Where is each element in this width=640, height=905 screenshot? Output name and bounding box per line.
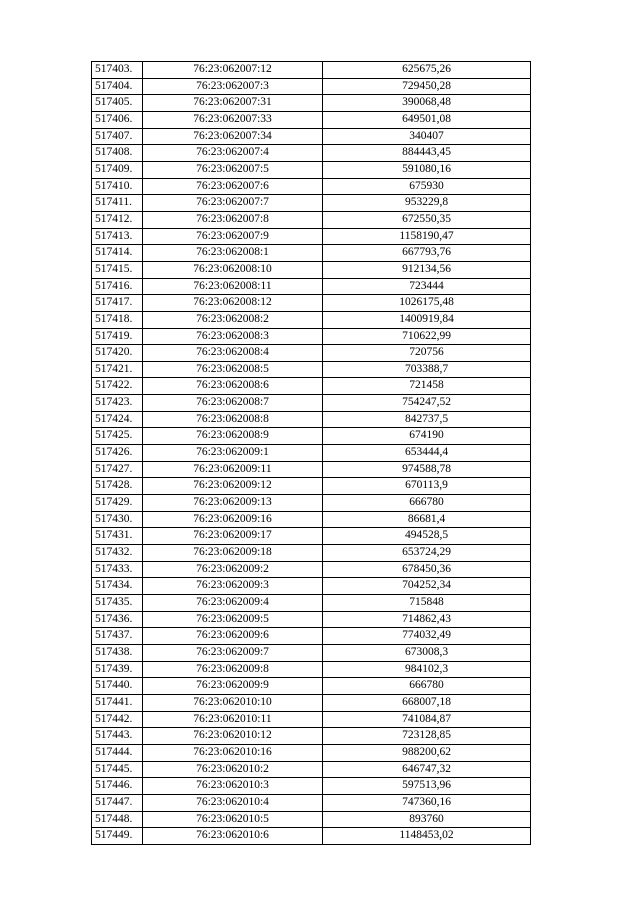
cadastral-number-cell: 76:23:062009:3 (143, 578, 323, 595)
table-row (92, 828, 531, 845)
cadastral-value-cell: 714862,43 (323, 611, 531, 628)
table-row (92, 728, 531, 745)
table-row (92, 428, 531, 445)
cadastral-number-cell: 76:23:062007:3 (143, 78, 323, 95)
cadastral-number-cell: 76:23:062010:2 (143, 761, 323, 778)
cadastral-value-cell: 741084,87 (323, 711, 531, 728)
table-row (92, 611, 531, 628)
table-row (92, 461, 531, 478)
cadastral-number-cell: 76:23:062009:13 (143, 495, 323, 512)
table-row (92, 78, 531, 95)
row-number-cell: 517424. (92, 411, 143, 428)
cadastral-number-cell: 76:23:062008:8 (143, 411, 323, 428)
table-row (92, 794, 531, 811)
cadastral-value-cell: 720756 (323, 345, 531, 362)
cadastral-value-cell: 666780 (323, 495, 531, 512)
cadastral-value-cell: 678450,36 (323, 561, 531, 578)
table-row (92, 345, 531, 362)
row-number-cell: 517423. (92, 395, 143, 412)
table-body (92, 62, 531, 845)
table-row (92, 328, 531, 345)
table-row (92, 128, 531, 145)
cadastral-number-cell: 76:23:062008:6 (143, 378, 323, 395)
table-row (92, 411, 531, 428)
cadastral-number-cell: 76:23:062009:4 (143, 595, 323, 612)
table-row (92, 261, 531, 278)
row-number-cell: 517440. (92, 678, 143, 695)
table-row (92, 495, 531, 512)
table-row (92, 694, 531, 711)
cadastral-value-cell: 988200,62 (323, 744, 531, 761)
cadastral-number-cell: 76:23:062008:11 (143, 278, 323, 295)
cadastral-value-cell: 842737,5 (323, 411, 531, 428)
table-row (92, 445, 531, 462)
cadastral-value-cell: 723444 (323, 278, 531, 295)
row-number-cell: 517437. (92, 628, 143, 645)
table-row (92, 478, 531, 495)
cadastral-number-cell: 76:23:062007:4 (143, 145, 323, 162)
cadastral-number-cell: 76:23:062008:2 (143, 311, 323, 328)
cadastral-number-cell: 76:23:062007:9 (143, 228, 323, 245)
row-number-cell: 517435. (92, 595, 143, 612)
cadastral-number-cell: 76:23:062008:3 (143, 328, 323, 345)
table-row (92, 195, 531, 212)
table-row (92, 811, 531, 828)
table-row (92, 744, 531, 761)
cadastral-number-cell: 76:23:062010:4 (143, 794, 323, 811)
cadastral-value-cell: 667793,76 (323, 245, 531, 262)
cadastral-number-cell: 76:23:062007:33 (143, 111, 323, 128)
cadastral-number-cell: 76:23:062008:5 (143, 361, 323, 378)
table-row (92, 595, 531, 612)
cadastral-number-cell: 76:23:062008:10 (143, 261, 323, 278)
table-row (92, 278, 531, 295)
cadastral-value-cell: 747360,16 (323, 794, 531, 811)
cadastral-value-cell: 754247,52 (323, 395, 531, 412)
cadastral-value-cell: 704252,34 (323, 578, 531, 595)
cadastral-value-cell: 1400919,84 (323, 311, 531, 328)
row-number-cell: 517411. (92, 195, 143, 212)
cadastral-number-cell: 76:23:062008:9 (143, 428, 323, 445)
cadastral-value-cell: 984102,3 (323, 661, 531, 678)
row-number-cell: 517438. (92, 644, 143, 661)
row-number-cell: 517407. (92, 128, 143, 145)
row-number-cell: 517433. (92, 561, 143, 578)
table-row (92, 661, 531, 678)
cadastral-value-cell: 715848 (323, 595, 531, 612)
row-number-cell: 517431. (92, 528, 143, 545)
cadastral-number-cell: 76:23:062007:34 (143, 128, 323, 145)
cadastral-value-table (91, 61, 531, 845)
cadastral-value-cell: 675930 (323, 178, 531, 195)
table-row (92, 378, 531, 395)
table-row (92, 161, 531, 178)
cadastral-value-cell: 653724,29 (323, 545, 531, 562)
cadastral-number-cell: 76:23:062010:3 (143, 778, 323, 795)
table-row (92, 311, 531, 328)
table-row (92, 511, 531, 528)
row-number-cell: 517416. (92, 278, 143, 295)
cadastral-value-cell: 591080,16 (323, 161, 531, 178)
cadastral-number-cell: 76:23:062007:12 (143, 62, 323, 79)
table-row (92, 361, 531, 378)
table-row (92, 628, 531, 645)
cadastral-value-cell: 340407 (323, 128, 531, 145)
cadastral-number-cell: 76:23:062009:11 (143, 461, 323, 478)
cadastral-number-cell: 76:23:062010:16 (143, 744, 323, 761)
cadastral-number-cell: 76:23:062008:1 (143, 245, 323, 262)
cadastral-value-cell: 1148453,02 (323, 828, 531, 845)
cadastral-value-cell: 893760 (323, 811, 531, 828)
table-row (92, 211, 531, 228)
cadastral-number-cell: 76:23:062009:17 (143, 528, 323, 545)
row-number-cell: 517430. (92, 511, 143, 528)
row-number-cell: 517418. (92, 311, 143, 328)
row-number-cell: 517410. (92, 178, 143, 195)
cadastral-value-cell: 625675,26 (323, 62, 531, 79)
row-number-cell: 517443. (92, 728, 143, 745)
cadastral-number-cell: 76:23:062009:8 (143, 661, 323, 678)
row-number-cell: 517436. (92, 611, 143, 628)
cadastral-number-cell: 76:23:062009:7 (143, 644, 323, 661)
row-number-cell: 517446. (92, 778, 143, 795)
row-number-cell: 517406. (92, 111, 143, 128)
row-number-cell: 517422. (92, 378, 143, 395)
table-row (92, 395, 531, 412)
cadastral-number-cell: 76:23:062009:5 (143, 611, 323, 628)
row-number-cell: 517417. (92, 295, 143, 312)
cadastral-number-cell: 76:23:062008:4 (143, 345, 323, 362)
row-number-cell: 517404. (92, 78, 143, 95)
table-row (92, 295, 531, 312)
row-number-cell: 517421. (92, 361, 143, 378)
cadastral-value-cell: 668007,18 (323, 694, 531, 711)
row-number-cell: 517441. (92, 694, 143, 711)
row-number-cell: 517425. (92, 428, 143, 445)
cadastral-number-cell: 76:23:062007:8 (143, 211, 323, 228)
cadastral-number-cell: 76:23:062009:1 (143, 445, 323, 462)
table-row (92, 145, 531, 162)
cadastral-number-cell: 76:23:062010:10 (143, 694, 323, 711)
cadastral-number-cell: 76:23:062010:12 (143, 728, 323, 745)
table-row (92, 178, 531, 195)
cadastral-value-cell: 390068,48 (323, 95, 531, 112)
row-number-cell: 517426. (92, 445, 143, 462)
cadastral-number-cell: 76:23:062009:9 (143, 678, 323, 695)
row-number-cell: 517413. (92, 228, 143, 245)
table-row (92, 545, 531, 562)
table-row (92, 761, 531, 778)
row-number-cell: 517432. (92, 545, 143, 562)
table-row (92, 711, 531, 728)
cadastral-value-cell: 974588,78 (323, 461, 531, 478)
table-row (92, 111, 531, 128)
cadastral-number-cell: 76:23:062009:12 (143, 478, 323, 495)
cadastral-value-cell: 597513,96 (323, 778, 531, 795)
cadastral-number-cell: 76:23:062009:16 (143, 511, 323, 528)
row-number-cell: 517449. (92, 828, 143, 845)
cadastral-value-cell: 729450,28 (323, 78, 531, 95)
row-number-cell: 517439. (92, 661, 143, 678)
table-row (92, 778, 531, 795)
row-number-cell: 517427. (92, 461, 143, 478)
row-number-cell: 517444. (92, 744, 143, 761)
cadastral-value-cell: 1158190,47 (323, 228, 531, 245)
cadastral-number-cell: 76:23:062010:6 (143, 828, 323, 845)
cadastral-value-cell: 673008,3 (323, 644, 531, 661)
cadastral-value-cell: 674190 (323, 428, 531, 445)
row-number-cell: 517414. (92, 245, 143, 262)
cadastral-value-cell: 672550,35 (323, 211, 531, 228)
cadastral-value-cell: 86681,4 (323, 511, 531, 528)
cadastral-value-cell: 666780 (323, 678, 531, 695)
cadastral-number-cell: 76:23:062009:18 (143, 545, 323, 562)
table-row (92, 95, 531, 112)
cadastral-value-cell: 653444,4 (323, 445, 531, 462)
cadastral-value-cell: 703388,7 (323, 361, 531, 378)
table-row (92, 578, 531, 595)
table-row (92, 561, 531, 578)
row-number-cell: 517408. (92, 145, 143, 162)
cadastral-number-cell: 76:23:062010:5 (143, 811, 323, 828)
row-number-cell: 517434. (92, 578, 143, 595)
cadastral-number-cell: 76:23:062007:7 (143, 195, 323, 212)
cadastral-value-cell: 646747,32 (323, 761, 531, 778)
table-row (92, 228, 531, 245)
table-row (92, 528, 531, 545)
row-number-cell: 517448. (92, 811, 143, 828)
cadastral-value-cell: 953229,8 (323, 195, 531, 212)
cadastral-value-cell: 670113,9 (323, 478, 531, 495)
cadastral-value-cell: 710622,99 (323, 328, 531, 345)
cadastral-value-cell: 912134,56 (323, 261, 531, 278)
cadastral-number-cell: 76:23:062008:12 (143, 295, 323, 312)
row-number-cell: 517420. (92, 345, 143, 362)
cadastral-value-cell: 884443,45 (323, 145, 531, 162)
table-row (92, 678, 531, 695)
cadastral-value-cell: 1026175,48 (323, 295, 531, 312)
cadastral-value-cell: 721458 (323, 378, 531, 395)
row-number-cell: 517442. (92, 711, 143, 728)
cadastral-value-cell: 723128,85 (323, 728, 531, 745)
row-number-cell: 517445. (92, 761, 143, 778)
table-row (92, 644, 531, 661)
cadastral-value-cell: 774032,49 (323, 628, 531, 645)
row-number-cell: 517405. (92, 95, 143, 112)
row-number-cell: 517415. (92, 261, 143, 278)
cadastral-number-cell: 76:23:062010:11 (143, 711, 323, 728)
row-number-cell: 517412. (92, 211, 143, 228)
row-number-cell: 517447. (92, 794, 143, 811)
cadastral-number-cell: 76:23:062007:5 (143, 161, 323, 178)
cadastral-number-cell: 76:23:062009:6 (143, 628, 323, 645)
cadastral-number-cell: 76:23:062008:7 (143, 395, 323, 412)
row-number-cell: 517403. (92, 62, 143, 79)
cadastral-value-cell: 649501,08 (323, 111, 531, 128)
row-number-cell: 517429. (92, 495, 143, 512)
cadastral-value-cell: 494528,5 (323, 528, 531, 545)
cadastral-number-cell: 76:23:062007:6 (143, 178, 323, 195)
table-row (92, 62, 531, 79)
row-number-cell: 517428. (92, 478, 143, 495)
cadastral-number-cell: 76:23:062009:2 (143, 561, 323, 578)
cadastral-number-cell: 76:23:062007:31 (143, 95, 323, 112)
row-number-cell: 517419. (92, 328, 143, 345)
row-number-cell: 517409. (92, 161, 143, 178)
table-row (92, 245, 531, 262)
